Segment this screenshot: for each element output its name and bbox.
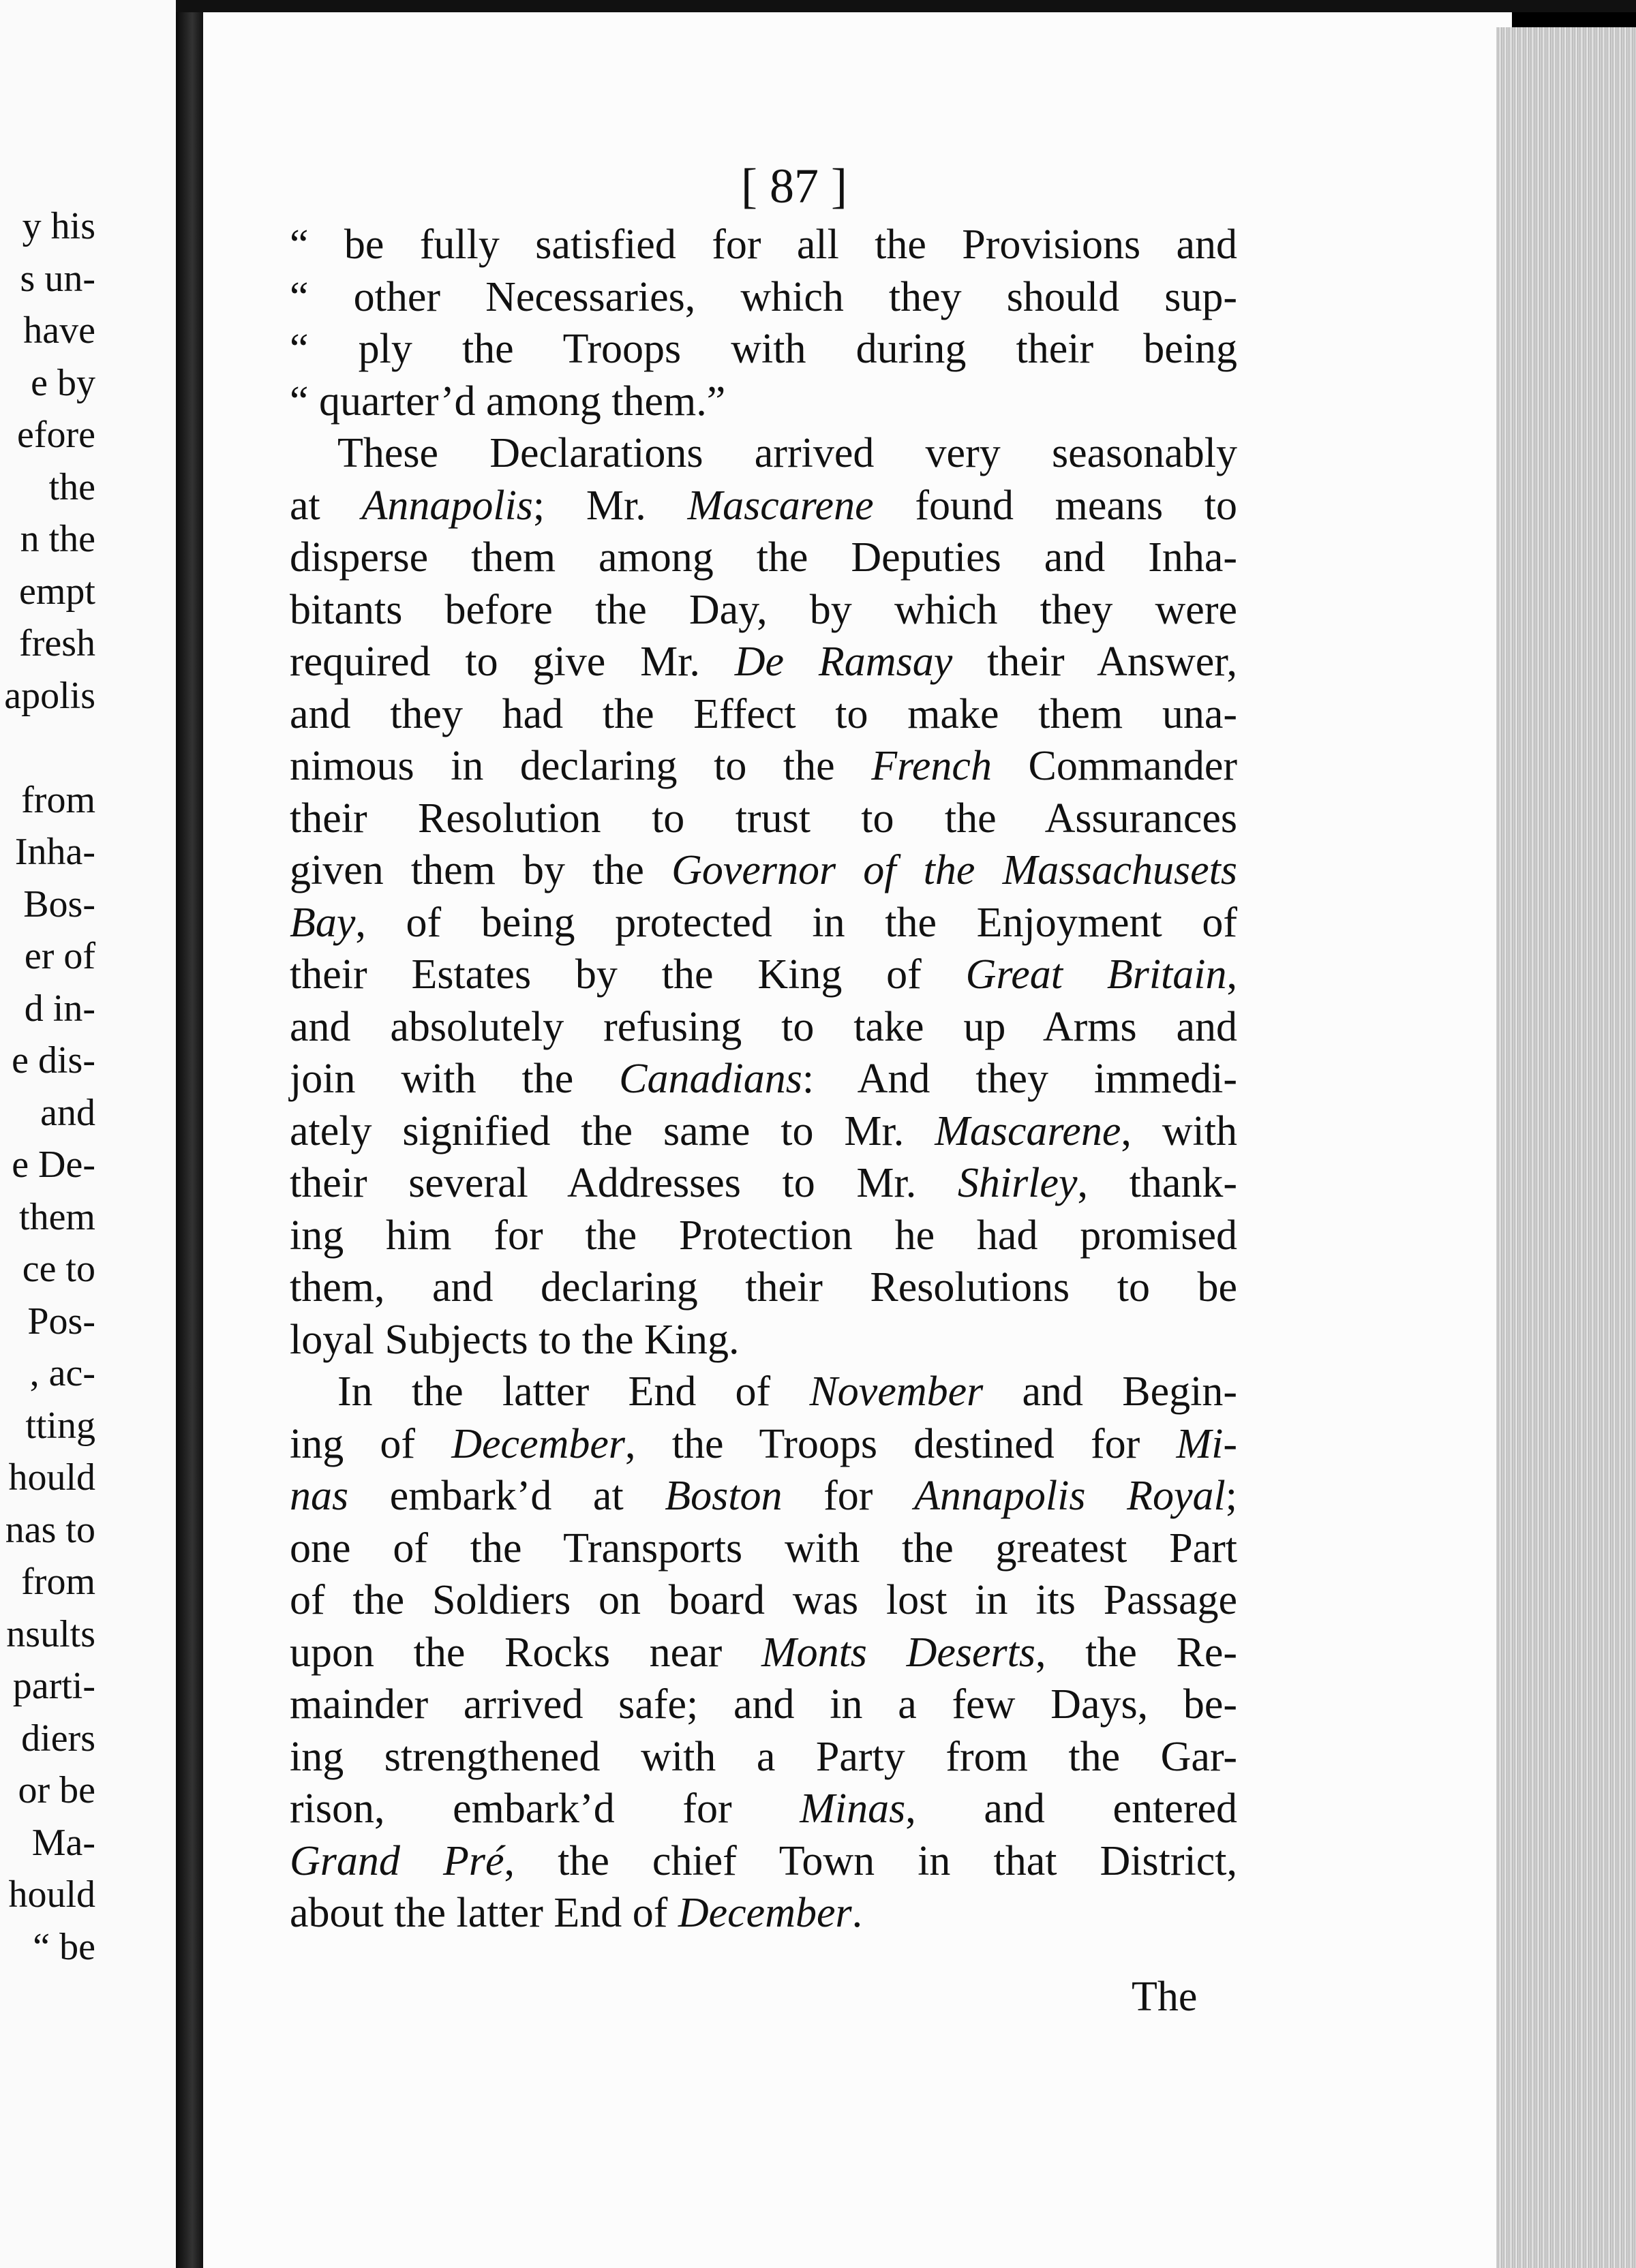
text-line: disperse them among the Deputies and Inha- [290,534,1237,581]
text-line: and they had the Effect to make them una- [290,690,1237,737]
text-line: at Annapolis; Mr. Mascarene found means to [290,482,1238,529]
facing-page-fragment: , ac- [29,1352,95,1394]
facing-page [0,0,176,2268]
text-line: nimous in declaring to the French Commander [290,743,1237,789]
page-text [290,153,1237,1940]
text-line: their Resolution to trust to the Assurances [290,795,1237,842]
book-gutter [176,0,203,2268]
facing-page-fragment: and [40,1091,95,1134]
facing-page-fragment: s un- [20,257,95,300]
text-line: nas embark’d at Boston for Annapolis Royal; [290,1473,1237,1519]
text-line: bitants before the Day, by which they were [290,586,1237,633]
facing-page-fragment: nas to [5,1508,95,1551]
text-line: “ other Necessaries, which they should sup- [290,273,1237,320]
facing-page-fragment: e De- [12,1144,95,1186]
text-line: of the Soldiers on board was lost in its Passage [290,1577,1237,1623]
facing-page-fragment: hould [8,1456,95,1499]
facing-page-fragment: y his [22,205,95,247]
text-line: Bay, of being protected in the Enjoyment of [290,899,1237,946]
text-line: loyal Subjects to the King. [290,1316,740,1363]
facing-page-fragment: from [21,778,95,821]
facing-page-fragment: have [23,309,95,352]
text-line: upon the Rocks near Monts Deserts, the Re- [290,1629,1237,1676]
text-line: and absolutely refusing to take up Arms and [290,1003,1237,1050]
facing-page-fragment: nsults [6,1612,95,1655]
facing-page-fragment: empt [19,570,95,613]
page-number: [ 87 ] [741,159,847,213]
text-line: their Estates by the King of Great Britain, [290,951,1237,998]
facing-page-fragment: apolis [4,674,95,717]
body-lines [290,219,1237,1940]
facing-page-fragment: e by [31,361,95,404]
text-line: them, and declaring their Resolutions to be [290,1264,1237,1311]
text-line: ing of December, the Troops destined for Mi- [290,1420,1238,1467]
text-line: their several Addresses to Mr. Shirley, thank- [290,1160,1238,1206]
text-line: given them by the Governor of the Massachusets [290,847,1237,893]
text-line: Grand Pré, the chief Town in that District, [290,1837,1238,1884]
text-line: join with the Canadians: And they immedi- [290,1056,1237,1102]
facing-page-fragment: d in- [24,987,95,1030]
text-line: required to give Mr. De Ramsay their Answer, [290,639,1237,685]
catchword: The [1132,1974,1198,2020]
facing-page-fragment: from [21,1561,95,1603]
text-line: ing him for the Protection he had promised [290,1212,1237,1259]
facing-page-fragment: diers [21,1717,95,1760]
facing-page-fragment: n the [20,518,95,560]
facing-page-fragment: fresh [19,622,95,664]
text-line: rison, embark’d for Minas, and entered [290,1786,1237,1832]
facing-page-fragment: Bos- [23,883,95,925]
text-line: These Declarations arrived very seasonably [337,430,1237,476]
facing-page-fragment: er of [24,935,95,977]
facing-page-fragment: Ma- [31,1821,95,1864]
facing-page-fragment: efore [16,414,95,456]
text-line: ing strengthened with a Party from the Gar- [290,1733,1237,1780]
facing-page-fragment: parti- [12,1665,95,1707]
facing-page-fragment: tting [25,1404,95,1447]
facing-page-fragment: “ be [33,1925,95,1968]
facing-page-fragment: Inha- [14,831,95,873]
facing-page-fragment: or be [18,1769,95,1811]
facing-page-fragment: the [48,465,95,508]
text-line: about the latter End of December. [290,1890,863,1936]
page-edges [1496,27,1636,2268]
text-line: In the latter End of November and Begin- [337,1368,1237,1415]
facing-page-fragment: hould [8,1873,95,1916]
facing-page-fragment: ce to [22,1248,95,1290]
text-line: “ quarter’d among them.” [290,378,726,425]
text-line: one of the Transports with the greatest Part [290,1524,1237,1572]
text-line: mainder arrived safe; and in a few Days, be- [290,1681,1237,1728]
facing-page-fragment: Pos- [27,1300,95,1343]
top-shadow [176,0,1636,12]
text-line: ately signified the same to Mr. Mascarene, with [290,1107,1238,1154]
text-line: “ be fully satisfied for all the Provisions and [290,221,1237,268]
facing-page-fragment: them [19,1195,95,1238]
text-line: “ ply the Troops with during their being [290,326,1237,372]
facing-page-fragment: e dis- [12,1039,95,1082]
